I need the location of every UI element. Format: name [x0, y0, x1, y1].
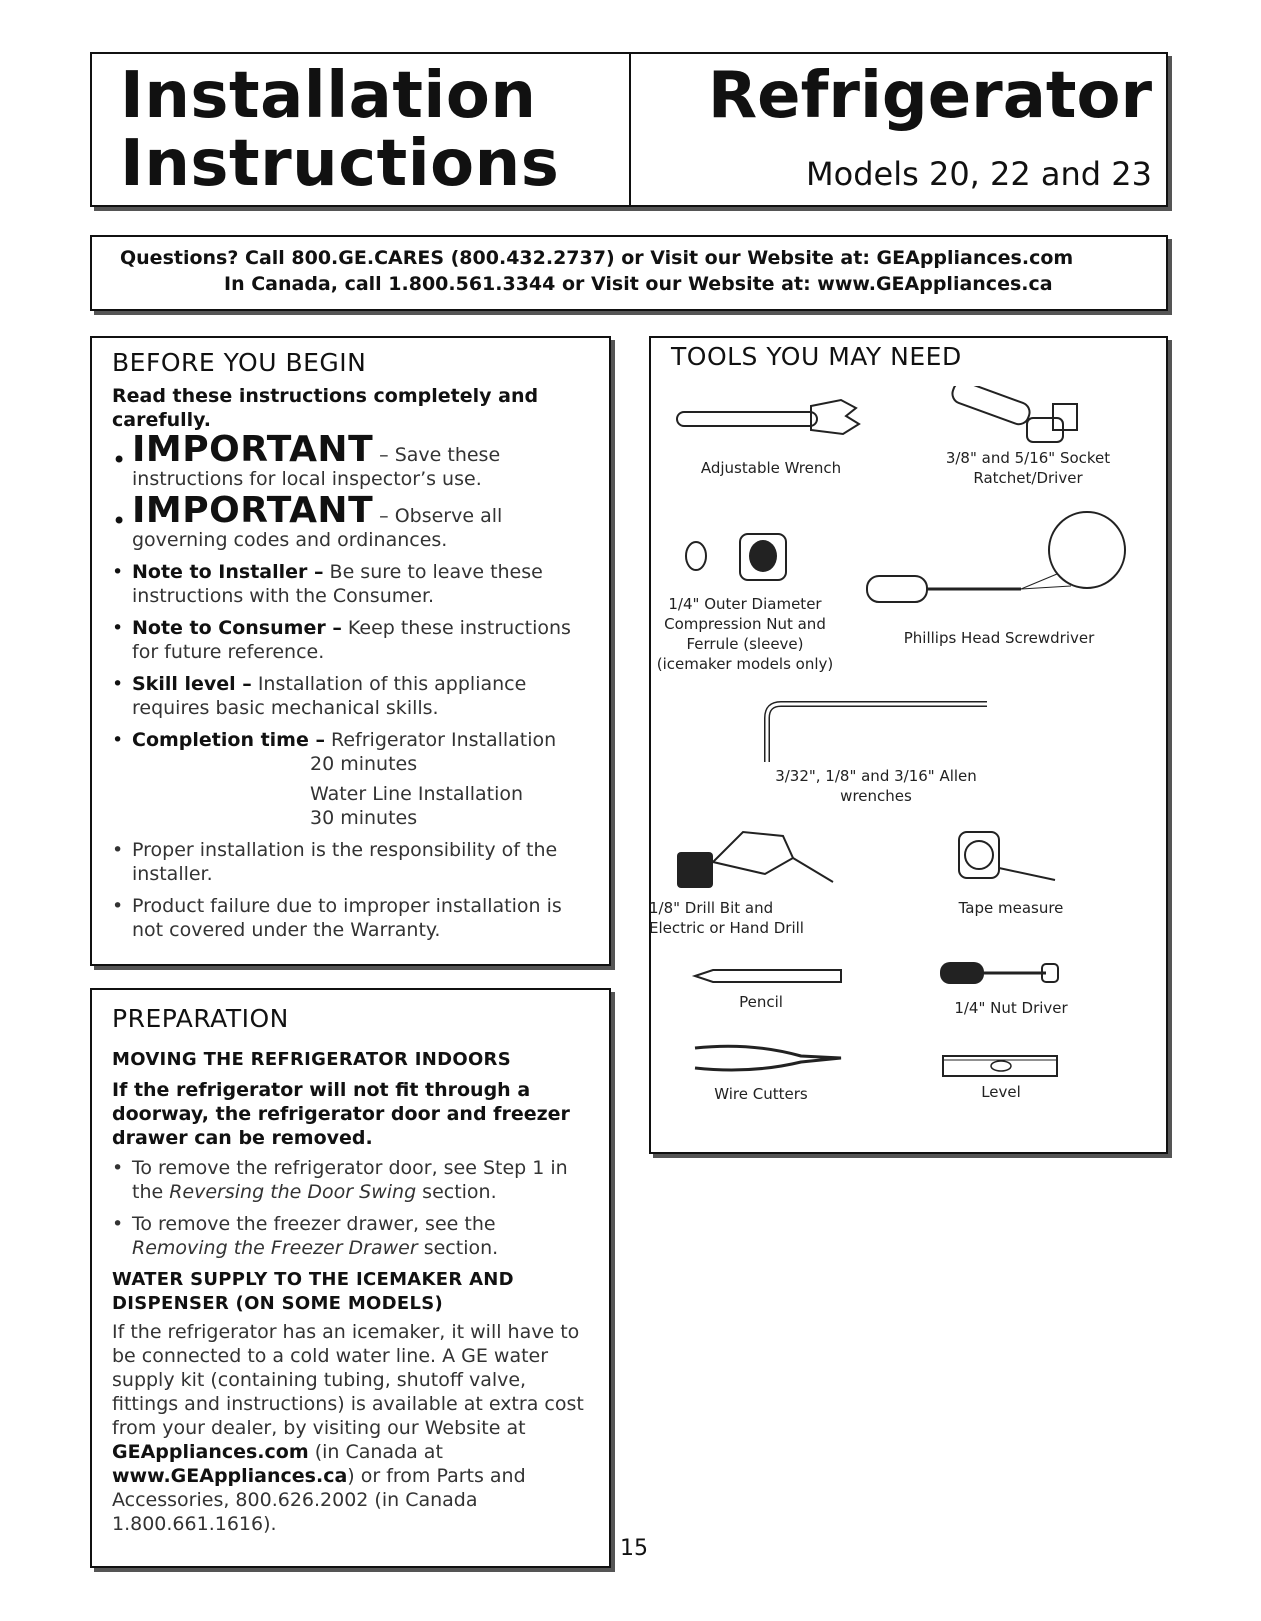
header-left-box	[90, 52, 631, 207]
list-head: Skill level –	[132, 673, 252, 695]
compression-nut-icon	[676, 526, 826, 586]
nut-driver-icon	[936, 958, 1066, 988]
list-item	[112, 728, 597, 830]
list-text: Keep these instructions for future reference.	[132, 617, 571, 663]
paragraph-text: (in Canada at	[308, 1441, 443, 1463]
list-item	[112, 490, 597, 552]
tool-label: Level	[981, 1083, 1021, 1101]
list-text: section.	[417, 1237, 499, 1259]
water-paragraph	[112, 1320, 597, 1536]
time-label: Water Line Installation	[310, 783, 524, 805]
list-head: Completion time –	[132, 729, 325, 751]
important-label: IMPORTANT	[132, 490, 374, 531]
tool-label: Tape measure	[958, 899, 1064, 917]
socket-ratchet-icon	[941, 386, 1101, 456]
list-text: Installation of this appliance requires basic mechanical skills.	[132, 673, 527, 719]
tool-label: 3/32", 1/8" and 3/16" Allen wrenches	[775, 767, 977, 805]
tool-label: 1/8" Drill Bit and Electric or Hand Drill	[649, 899, 804, 937]
contact-box	[90, 235, 1168, 311]
list-text: – Save these instructions for local inspector’s use.	[132, 444, 501, 490]
level-icon	[941, 1054, 1061, 1078]
prep-list	[112, 1156, 597, 1260]
before-list	[112, 429, 597, 942]
adjustable-wrench-icon	[671, 394, 871, 444]
title-line-1: Installation	[120, 59, 537, 133]
product-title: Refrigerator	[707, 59, 1152, 133]
list-head: Note to Installer –	[132, 561, 324, 583]
section-title: BEFORE YOU BEGIN	[112, 348, 367, 377]
tool-label: 1/4" Nut Driver	[954, 999, 1068, 1017]
list-text: To remove the freezer drawer, see the	[132, 1213, 496, 1235]
contact-canada-line: In Canada, call 1.800.561.3344 or Visit our Website at: www.GEAppliances.ca	[224, 273, 1053, 295]
tool-label: Phillips Head Screwdriver	[903, 629, 1095, 647]
section-title: PREPARATION	[112, 1004, 289, 1033]
pencil-icon	[691, 966, 851, 986]
list-item	[112, 1212, 597, 1260]
time-value: 20 minutes	[310, 753, 418, 775]
list-item: • Product failure due to improper installation is not covered under the Warranty.	[112, 894, 597, 942]
website-link-canada[interactable]: www.GEAppliances.ca	[112, 1465, 348, 1487]
paragraph-text: If the refrigerator has an icemaker, it will have to be connected to a cold water line. A GE water supply kit (containing tubing, shutoff valve, fittings and instructions) is available at extra cost from your dealer, by visiting our Website at	[112, 1321, 584, 1439]
list-item	[112, 429, 597, 491]
list-item	[112, 672, 597, 720]
list-text: To remove the refrigerator door, see Step 1 in the	[132, 1157, 568, 1203]
time-value: 30 minutes	[310, 807, 418, 829]
list-text: Refrigerator Installation	[324, 729, 557, 751]
list-text: section.	[416, 1181, 497, 1203]
tool-label: Adjustable Wrench	[700, 459, 842, 477]
title-line-2: Instructions	[120, 127, 560, 201]
models-subtitle: Models 20, 22 and 23	[806, 155, 1152, 193]
important-label: IMPORTANT	[132, 429, 374, 470]
subheading: WATER SUPPLY TO THE ICEMAKER AND DISPENSER (ON SOME MODELS)	[112, 1269, 514, 1314]
list-item: • Proper installation is the responsibility of the installer.	[112, 838, 597, 886]
before-you-begin-section	[90, 336, 611, 966]
paragraph-text: ) or from Parts and Accessories, 800.626.2002 (in Canada 1.800.661.1616).	[112, 1465, 526, 1535]
section-ref: Reversing the Door Swing	[169, 1181, 417, 1203]
list-item	[112, 560, 597, 608]
preparation-section	[90, 988, 611, 1568]
moving-note: If the refrigerator will not fit through a doorway, the refrigerator door and freezer drawer can be removed.	[112, 1079, 570, 1149]
tool-label: Pencil	[739, 993, 783, 1011]
subheading: MOVING THE REFRIGERATOR INDOORS	[112, 1049, 511, 1070]
list-text: – Observe all governing codes and ordinances.	[132, 505, 503, 551]
allen-wrench-icon	[761, 698, 1001, 768]
wire-cutters-icon	[691, 1038, 861, 1078]
tape-measure-icon	[951, 828, 1061, 888]
tool-label: Wire Cutters	[714, 1085, 808, 1103]
section-title: TOOLS YOU MAY NEED	[671, 342, 962, 371]
list-head: Note to Consumer –	[132, 617, 342, 639]
website-link[interactable]: GEAppliances.com	[112, 1441, 309, 1463]
contact-us-line: Questions? Call 800.GE.CARES (800.432.2737) or Visit our Website at: GEAppliances.com	[120, 247, 1074, 269]
doc-title	[120, 59, 560, 201]
before-content	[112, 384, 597, 950]
page-number: 15	[620, 1536, 648, 1561]
lead-text: Read these instructions completely and carefully.	[112, 385, 539, 431]
prep-content	[112, 1048, 597, 1536]
phillips-screwdriver-icon	[861, 510, 1141, 620]
tools-section	[649, 336, 1168, 1154]
tool-label: 3/8" and 5/16" Socket Ratchet/Driver	[945, 449, 1111, 487]
list-item	[112, 1156, 597, 1204]
electric-drill-icon	[673, 822, 843, 892]
section-ref: Removing the Freezer Drawer	[132, 1237, 418, 1259]
tool-label: 1/4" Outer Diameter Compression Nut and Ferrule (sleeve) (icemaker models only)	[656, 595, 834, 673]
list-text: Be sure to leave these instructions with the Consumer.	[132, 561, 543, 607]
header-right-box	[631, 52, 1168, 207]
list-item	[112, 616, 597, 664]
